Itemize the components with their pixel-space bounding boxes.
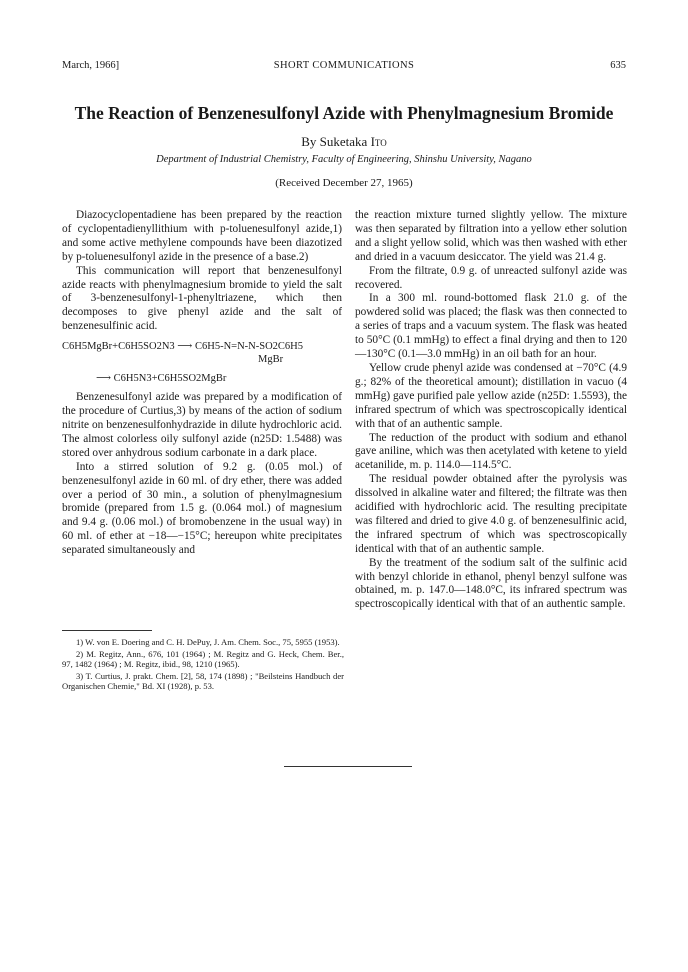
page-number: 635 (610, 60, 626, 71)
paragraph-phenyl-azide: Yellow crude phenyl azide was condensed at −70°C (4.9 g.; 82% of the theoretical amount); distillation in vacuo (4 mmHg) gave purified pale yellow azide (n25D: 1.5593), the infrared spectrum of which was spectroscopically identical with that of an authentic sample. (355, 361, 627, 430)
byline (0, 134, 688, 150)
author-surname: Ito (370, 134, 387, 149)
paragraph-reduction: The reduction of the product with sodium and ethanol gave aniline, which was then acetylated with ketene to yield acetanilide, m. p. 114.0—114.5°C. (355, 431, 627, 472)
article-title: The Reaction of Benzenesulfonyl Azide with Phenylmagnesium Bromide (74, 103, 614, 123)
left-column (62, 209, 342, 558)
paragraph-residual: The residual powder obtained after the pyrolysis was dissolved in alkaline water and filtered; the filtrate was then acidified with hydrochloric acid. The resulting precipitate was filtered and dried to give 4.0 g. of benzenesulfinic acid, the infrared spectrum of which was spectroscopically identical with that of an authentic sample. (355, 473, 627, 555)
footnote-1: 1) W. von E. Doering and C. H. DePuy, J. Am. Chem. Soc., 75, 5955 (1953). (76, 637, 340, 647)
running-head (62, 60, 626, 74)
byline-prefix: By Suketaka (301, 134, 368, 149)
paragraph-sulfone: By the treatment of the sodium salt of the sulfinic acid with benzyl chloride in ethanol, phenyl benzyl sulfone was obtained, m. p. 147.0—148.0°C, its infrared spectrum was spectroscopically identical with that of an authentic sample. (355, 556, 627, 611)
paragraph-procedure: Into a stirred solution of 9.2 g. (0.05 mol.) of benzenesulfonyl azide in 60 ml. of dry ether, there was added over a period of 30 min., a solution of phenylmagnesium bromide (prepared from 1.5 g. (0.064 mol.) of magnesium and 9.4 g. (0.06 mol.) of bromobenzene in the usual way) in 60 ml. of ether at −18—−15°C; hereupon white precipitates separated simultaneously and (62, 460, 342, 557)
footnotes (62, 637, 344, 693)
running-head-section: SHORT COMMUNICATIONS (273, 60, 415, 71)
paragraph-report: This communication will report that benzenesulfonyl azide reacts with phenylmagnesium bromide to yield the salt of 3-benzenesulfonyl-1-phenyltriazene, which then decomposes to give phenyl azide and the salt of benzenesulfinic acid. (62, 264, 342, 333)
right-column (355, 209, 627, 612)
footnote-divider (62, 630, 152, 631)
paragraph-intro: Diazocyclopentadiene has been prepared by the reaction of cyclopentadienyllithium with p-toluenesulfonyl azide,1) and some active methylene compounds have been diazotized by p-toluenesulfonyl azide in the presence of a base.2) (62, 209, 342, 263)
footnote-3: 3) T. Curtius, J. prakt. Chem. [2], 58, 174 (1898) ; "Beilsteins Handbuch der Organischen Chemie," Bd. XI (1928), p. 53. (62, 670, 344, 692)
affiliation: Department of Industrial Chemistry, Faculty of Engineering, Shinshu University, Nagano (156, 154, 532, 165)
equation-line-3: ⟶ C6H5N3+C6H5SO2MgBr (96, 373, 227, 385)
paragraph-preparation: Benzenesulfonyl azide was prepared by a modification of the procedure of Curtius,3) by means of the action of sodium nitrite on benzenesulfonhydrazide in dilute hydrochloric acid. The almost colorless oily sulfonyl azide (n25D: 1.5488) was stored over anhydrous sodium carbonate in a dark place. (62, 391, 342, 459)
received-date: (Received December 27, 1965) (275, 177, 413, 189)
reaction-equation (62, 340, 342, 385)
equation-line-2: MgBr (258, 354, 284, 366)
running-head-date: March, 1966] (62, 60, 120, 71)
end-of-article-rule (284, 766, 412, 767)
paragraph-filtrate: From the filtrate, 0.9 g. of unreacted sulfonyl azide was recovered. (355, 264, 627, 291)
footnote-2: 2) M. Regitz, Ann., 676, 101 (1964) ; M. Regitz and G. Heck, Chem. Ber., 97, 1482 (1964) ; M. Regitz, ibid., 98, 1210 (1965). (62, 648, 344, 670)
paragraph-pyrolysis: In a 300 ml. round-bottomed flask 21.0 g. of the powdered solid was placed; the flask was then connected to a series of traps and a vacuum system. The flask was heated to 50°C (0.1 mmHg) to effect a final drying and then to 120—130°C (0.1—3.0 mmHg) in an oil bath for an hour. (355, 292, 627, 361)
paragraph-continued: the reaction mixture turned slightly yellow. The mixture was then separated by filtration into a yellow ether solution and a slight yellow solid, which was then washed with ether and dried in a vacuum desiccator. The yield was 21.4 g. (355, 209, 627, 263)
equation-line-1: C6H5MgBr+C6H5SO2N3 ⟶ C6H5-N=N-N-SO2C6H5 (62, 341, 303, 353)
